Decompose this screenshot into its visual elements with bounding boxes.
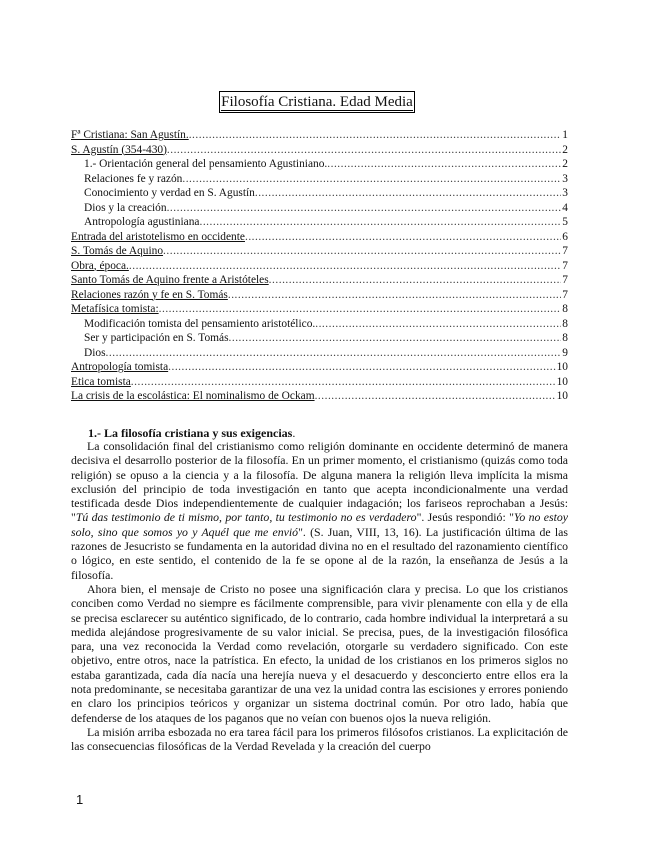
toc-leader-dots [189,128,562,143]
toc-entry-page: 8 [562,317,568,330]
toc-entry-page: 2 [562,158,568,170]
toc-entry-label: Entrada del aristotelismo en occidente [71,230,245,243]
toc-entry-page: 10 [556,390,568,402]
toc-leader-dots [199,215,561,230]
toc-entry-label: Metafísica tomista: [71,303,159,315]
toc-leader-dots [315,317,561,332]
section-heading-text: 1.- La filosofía cristiana y sus exigencias [88,426,293,440]
toc-entry-label: Fª Cristiana: San Agustín. [71,129,189,141]
toc-entry[interactable] [71,389,568,404]
toc-entry-label: S. Agustín (354-430) [71,143,167,156]
toc-entry[interactable] [71,201,568,216]
paragraph-1-text-b: ". Jesús respondió: " [416,510,514,525]
toc-entry[interactable] [71,172,568,187]
toc-leader-dots [228,288,561,303]
toc-entry-label: Relaciones razón y fe en S. Tomás [71,288,228,301]
toc-leader-dots [167,201,562,216]
table-of-contents [71,128,568,404]
toc-leader-dots [315,389,556,404]
toc-leader-dots [131,375,556,390]
toc-entry-label: Antropología tomista [71,361,169,373]
section-heading-period: . [292,426,296,440]
toc-entry-page: 3 [562,187,568,199]
toc-entry-label: La crisis de la escolástica: El nominalismo de Ockam [71,390,315,402]
toc-entry-label: Etica tomista [71,375,131,388]
toc-entry[interactable] [71,157,568,172]
document-title-box [219,91,415,113]
toc-entry-page: 10 [556,375,568,388]
toc-entry-page: 7 [562,245,568,257]
toc-leader-dots [229,331,562,346]
toc-entry-label: Dios [84,346,106,359]
toc-entry[interactable] [71,143,568,158]
toc-entry[interactable] [71,302,568,317]
paragraph-1-text-a: La consolidación final del cristianismo como religión dominante en occidente determinó de manera decisiva el desarrollo posterior de la filosofía. En un primer momento, el cristianismo (quizás como toda religión) se opuso a la ciencia y a la filosofía. De alguna manera la religión lleva implícita la misma exclusión del principio de toda investigación en tanto que acepta incondicionalmente una verdad testificada desde Dios independientemente de cualquier indagación; los fariseos reprochaban a Jesús: " [71,439,568,525]
toc-entry-label: Antropología agustiniana [84,216,200,228]
toc-entry[interactable] [71,273,568,288]
toc-leader-dots [163,244,561,259]
toc-entry[interactable] [71,317,568,332]
toc-entry[interactable] [71,230,568,245]
toc-entry-label: Modificación tomista del pensamiento aristotélico. [84,317,316,330]
toc-entry-page: 7 [562,288,568,301]
toc-entry-page: 4 [562,201,568,214]
toc-entry-label: Conocimiento y verdad en S. Agustín [84,187,255,199]
toc-entry-label: Obra, época. [71,259,129,272]
quote-pharisees: Tú das testimonio de ti mismo, por tanto, tu testimonio no es verdadero [75,510,417,525]
toc-entry[interactable] [71,186,568,201]
toc-leader-dots [269,273,562,288]
toc-entry-page: 8 [562,303,568,315]
toc-entry[interactable] [71,360,568,375]
body-text [71,439,568,754]
toc-entry[interactable] [71,375,568,390]
toc-leader-dots [129,259,561,274]
toc-entry-label: Dios y la creación [84,201,167,214]
toc-leader-dots [245,230,561,245]
toc-entry[interactable] [71,215,568,230]
paragraph-1-text-c: ". (S. Juan, VIII, 13, 16). La justificación última de las razones de Jesucristo se fundamenta en la autoridad divina no en el resultado del razonamiento científico o lógico, en este sentido, el contenido de la fe se opone al de la razón, la enseñanza de Jesús a la filosofía. [71,524,568,582]
toc-entry-label: Relaciones fe y razón [84,172,183,185]
toc-leader-dots [106,346,562,361]
toc-entry-page: 6 [562,230,568,243]
toc-entry-page: 8 [562,332,568,344]
toc-entry[interactable] [71,346,568,361]
toc-entry-page: 7 [562,259,568,272]
paragraph-2: Ahora bien, el mensaje de Cristo no posee una significación clara y precisa. Lo que los cristianos conciben como Verdad no siempre es fácilmente comprensible, para vivir plenamente con ella y de ella se precisa esclarecer su auténtico significado, de lo contrario, cada hombre individual la interpretará a su medida alejándose progresivamente de su valor inicial. Se precisa, pues, de la investigación filosófica para, una vez reconocida la Verdad como revelación, otorgarle su verdadero significado. Con este objetivo, entre otros, nace la patrística. En efecto, la unidad de los cristianos en los primeros siglos no estaba garantizada, cada día nacía una herejía nueva y el desacuerdo y desconcierto entre ellos era la nota predominante, se necesitaba garantizar de una vez la unidad contra las escisiones y errores poniendo en claro los principios teóricos y organizar un sistema doctrinal común. Por otro lado, había que defenderse de los ataques de los paganos que no veían con buenos ojos la nueva religión. [71,581,568,725]
toc-entry-label: S. Tomás de Aquino [71,245,164,257]
paragraph-1 [71,439,568,582]
toc-entry-page: 2 [562,143,568,156]
toc-leader-dots [159,302,562,317]
toc-entry-page: 3 [562,172,568,185]
page-number: 1 [76,792,84,807]
toc-entry-page: 1 [562,129,568,141]
toc-entry[interactable] [71,128,568,143]
toc-leader-dots [167,143,561,158]
toc-entry[interactable] [71,331,568,346]
document-title: Filosofía Cristiana. Edad Media [221,94,413,110]
toc-entry-page: 9 [562,346,568,359]
toc-entry[interactable] [71,288,568,303]
toc-entry-label: Ser y participación en S. Tomás [84,332,229,344]
paragraph-3: La misión arriba esbozada no era tarea fácil para los primeros filósofos cristianos. La explicitación de las consecuencias filosóficas de la Verdad Revelada y la creación del cuerpo [71,724,568,754]
toc-leader-dots [182,172,561,187]
toc-entry-page: 5 [562,216,568,228]
toc-leader-dots [327,157,561,172]
toc-entry[interactable] [71,259,568,274]
toc-entry-page: 10 [556,361,568,373]
toc-entry[interactable] [71,244,568,259]
toc-entry-label: 1.- Orientación general del pensamiento Agustiniano. [84,158,328,170]
toc-entry-label: Santo Tomás de Aquino frente a Aristóteles [71,274,269,286]
toc-leader-dots [168,360,555,375]
toc-entry-page: 7 [562,274,568,286]
toc-leader-dots [255,186,561,201]
quote-jesus: Yo no estoy solo, sino que somos yo y Aquél que me envió [71,510,568,539]
